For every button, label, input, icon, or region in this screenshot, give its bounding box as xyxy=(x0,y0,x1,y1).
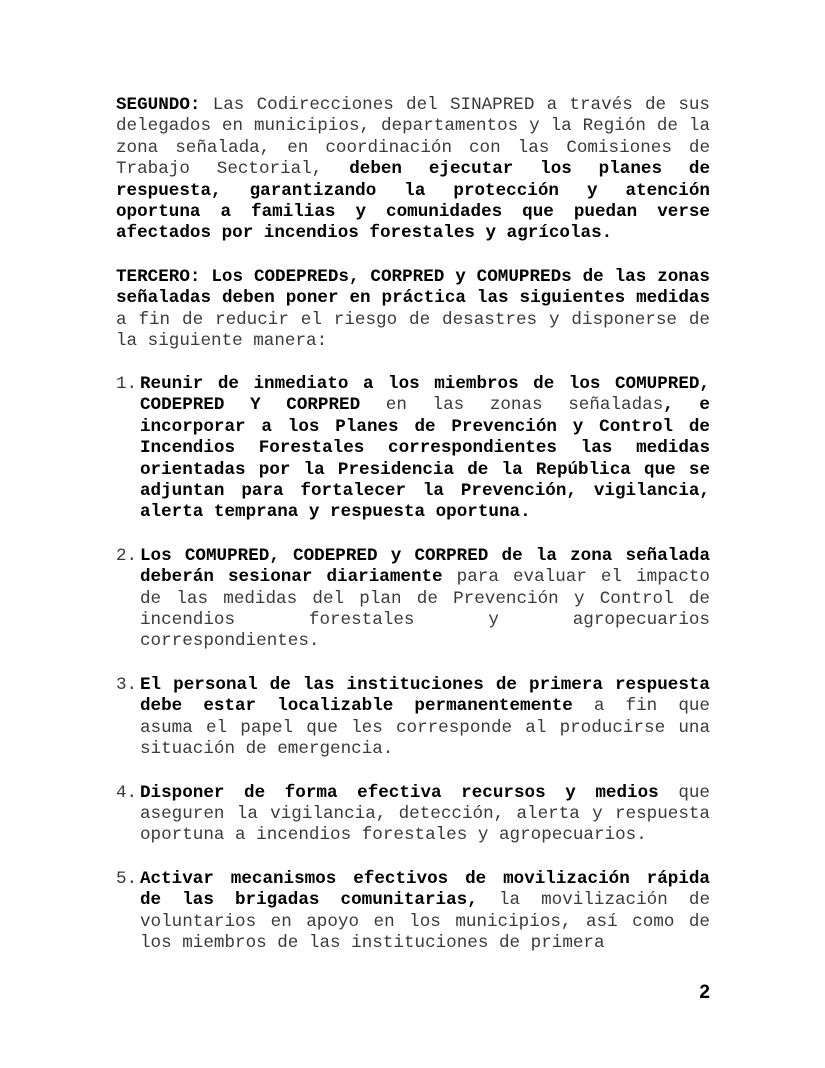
paragraph-segundo xyxy=(116,95,710,245)
list-item-number: 3. xyxy=(116,674,138,695)
list-item-text: en las zonas señaladas xyxy=(360,395,664,416)
list-item xyxy=(116,869,710,955)
list-item-text: a fin que asuma el papel que les corresponde al producirse una situación de emergencia. xyxy=(140,696,710,760)
list-item xyxy=(116,374,710,524)
list-item-bold: Los COMUPRED, CODEPRED y CORPRED de la zona señalada deberán sesionar diariamente xyxy=(140,545,710,588)
tercero-bold-text: Los CODEPREDs, CORPRED y COMUPREDs de las zonas señaladas deben poner en práctica las siguientes medidas xyxy=(116,267,710,309)
page-number: 2 xyxy=(699,982,710,1003)
list-item-bold: Disponer de forma efectiva recursos y medios xyxy=(140,782,659,803)
paragraph-tercero xyxy=(116,267,710,353)
list-item-text: que aseguren la vigilancia, detección, alerta y respuesta oportuna a incendios forestales y agropecuarios. xyxy=(140,782,710,846)
list-item-bold: Activar mecanismos efectivos de movilización rápida de las brigadas comunitarias, xyxy=(140,868,710,911)
list-item-number: 1. xyxy=(116,374,138,394)
tercero-text: a fin de reducir el riesgo de desastres y disponerse de la siguiente manera: xyxy=(116,309,710,352)
list-item-bold: El personal de las instituciones de primera respuesta debe estar localizable permanentemente xyxy=(140,674,710,717)
list-item-text: para evaluar el impacto de las medidas del plan de Prevención y Control de incendios forestales y agropecuarios correspondientes. xyxy=(140,567,710,652)
list-item-bold-2: , e incorporar a los Planes de Prevención y Control de Incendios Forestales correspondientes las medidas orientadas por la Presidencia de la República que se adjuntan para fortalecer la Prevención, vigilancia, alerta temprana y respuesta oportuna. xyxy=(140,395,710,523)
list-item-number: 4. xyxy=(116,782,138,803)
list-item-bold: Reunir de inmediato a los miembros de los COMUPRED, CODEPRED Y CORPRED xyxy=(140,374,710,416)
list-item xyxy=(116,546,710,653)
segundo-text: Las Codirecciones del SINAPRED a través de sus delegados en municipios, departamentos y la Región de la zona señalada, en coordinación con las Comisiones de Trabajo Sectorial, xyxy=(116,95,710,180)
list-item xyxy=(116,675,710,761)
segundo-bold-text: deben ejecutar los planes de respuesta, garantizando la protección y atención oportuna a familias y comunidades que puedan verse afectados por incendios forestales y agrícolas. xyxy=(116,159,711,244)
list-item-number: 2. xyxy=(116,545,138,566)
measures-list xyxy=(116,374,710,976)
segundo-label: SEGUNDO: xyxy=(116,95,201,115)
list-item-number: 5. xyxy=(116,868,138,889)
tercero-label: TERCERO: xyxy=(116,267,201,287)
list-item-text: la movilización de voluntarios en apoyo en los municipios, así como de los miembros de las instituciones de primera xyxy=(140,890,710,953)
list-item xyxy=(116,783,710,847)
